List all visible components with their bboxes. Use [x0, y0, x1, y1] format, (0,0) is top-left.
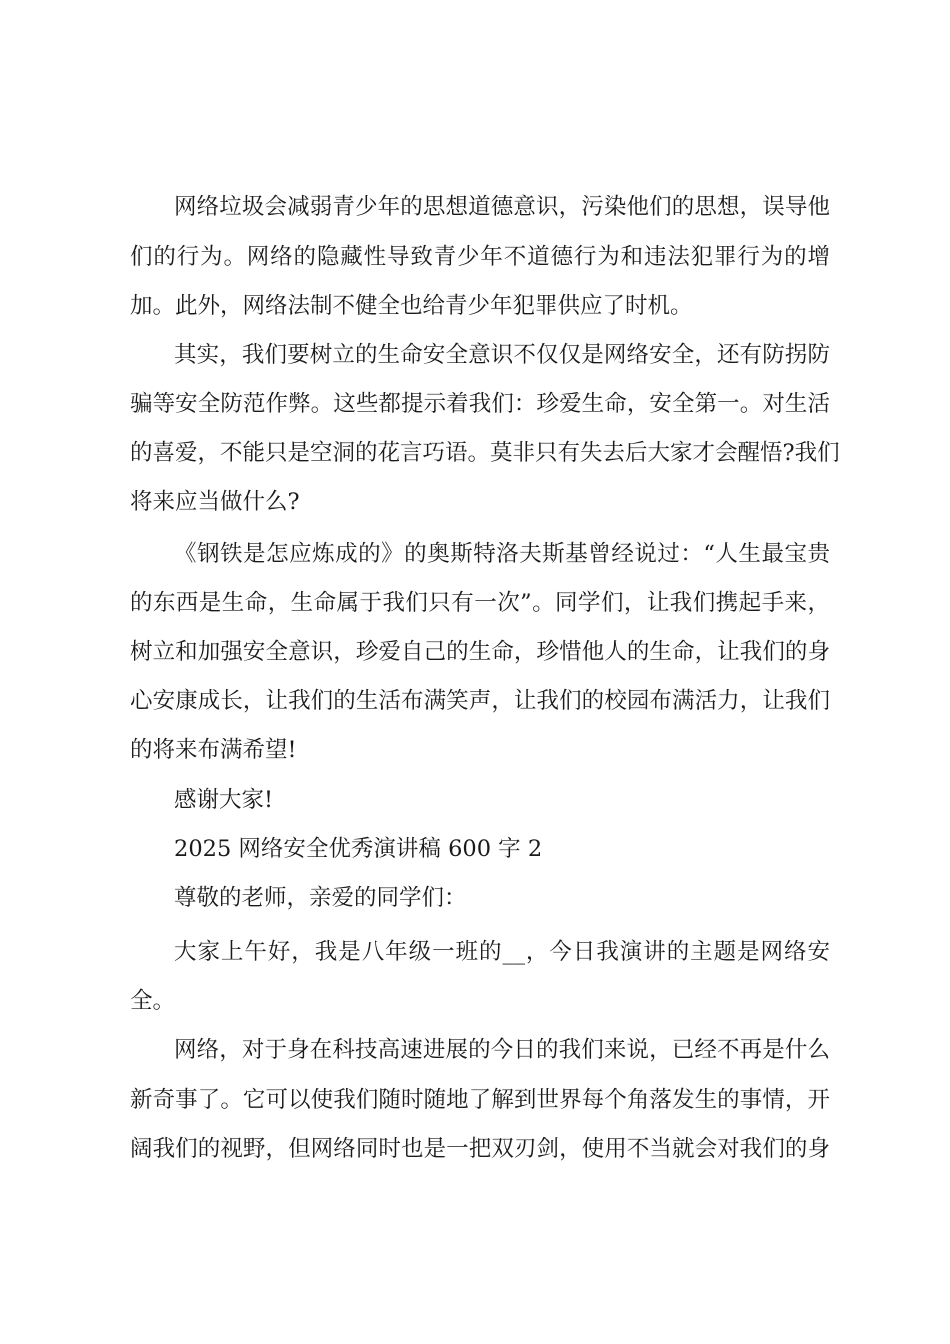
paragraph-1-line-1: 网络垃圾会减弱青少年的思想道德意识，污染他们的思想，误导他	[174, 194, 830, 220]
paragraph-3-line-4: 心安康成长，让我们的生活布满笑声，让我们的校园布满活力，让我们	[130, 688, 830, 714]
paragraph-1-line-3: 加。此外，网络法制不健全也给青少年犯罪供应了时机。	[130, 293, 693, 319]
paragraph-1-line-2: 们的行为。网络的隐藏性导致青少年不道德行为和违法犯罪行为的增	[130, 244, 830, 270]
thanks-line: 感谢大家!	[174, 787, 274, 813]
paragraph-4-line-2: 全。	[130, 988, 176, 1014]
paragraph-2-line-3: 的喜爱，不能只是空洞的花言巧语。莫非只有失去后大家才会醒悟?我们	[130, 440, 840, 466]
section-title: 2025 网络安全优秀演讲稿 600 字 2	[174, 836, 543, 862]
paragraph-2-line-4: 将来应当做什么?	[130, 489, 300, 515]
paragraph-3-line-5: 的将来布满希望!	[130, 737, 297, 763]
paragraph-5-line-3: 阔我们的视野，但网络同时也是一把双刃剑，使用不当就会对我们的身	[130, 1136, 830, 1162]
salutation: 尊敬的老师，亲爱的同学们：	[174, 885, 467, 911]
paragraph-4-line-1: 大家上午好，我是八年级一班的__，今日我演讲的主题是网络安	[174, 939, 830, 965]
paragraph-3-line-3: 树立和加强安全意识，珍爱自己的生命，珍惜他人的生命，让我们的身	[130, 639, 830, 665]
paragraph-2-line-2: 骗等安全防范作弊。这些都提示着我们：珍爱生命，安全第一。对生活	[130, 391, 830, 417]
paragraph-3-line-1: 《钢铁是怎应炼成的》的奥斯特洛夫斯基曾经说过：“人生最宝贵	[174, 541, 830, 567]
paragraph-2-line-1: 其实，我们要树立的生命安全意识不仅仅是网络安全，还有防拐防	[174, 342, 830, 368]
paragraph-3-line-2: 的东西是生命，生命属于我们只有一次”。同学们，让我们携起手来，	[130, 590, 830, 616]
paragraph-5-line-1: 网络，对于身在科技高速进展的今日的我们来说，已经不再是什么	[174, 1037, 830, 1063]
paragraph-5-line-2: 新奇事了。它可以使我们随时随地了解到世界每个角落发生的事情，开	[130, 1087, 830, 1113]
